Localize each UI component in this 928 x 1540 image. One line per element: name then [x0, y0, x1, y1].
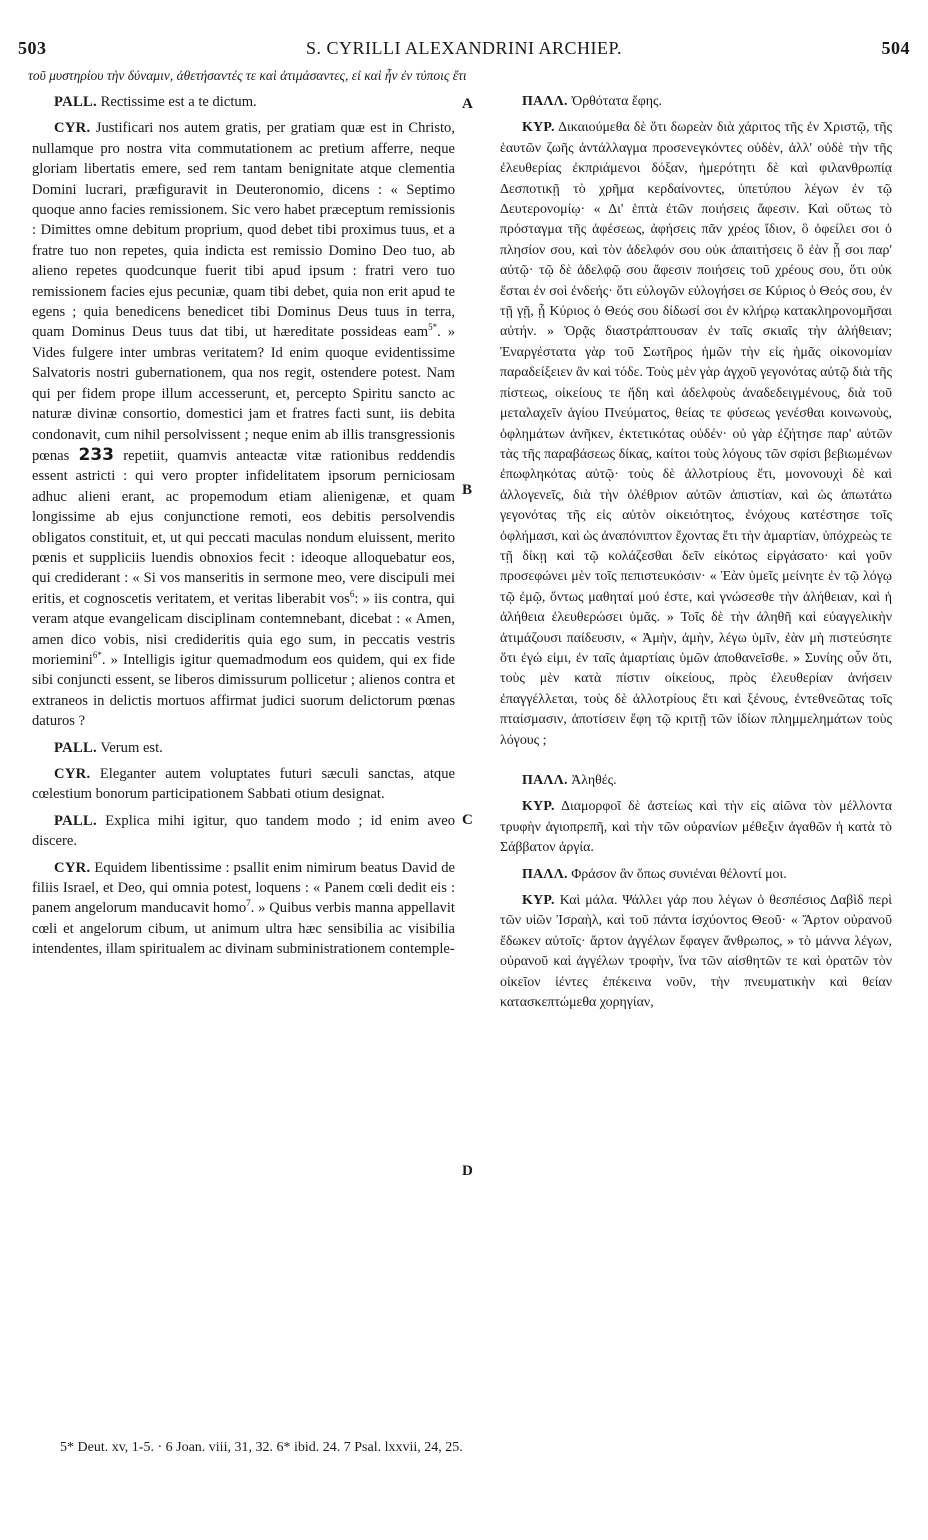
speaker-label: ΠΑΛΛ.	[522, 866, 568, 882]
speaker-label: ΚΥΡ.	[522, 799, 555, 815]
greek-paragraph	[500, 771, 892, 791]
latin-column	[32, 92, 455, 966]
paragraph-text: Διαμορφοῖ δὲ ἀστείως καὶ τὴν εἰς αἰῶνα τὸν μέλλοντα τρυφὴν ἁγιοπρεπῆ, καὶ τὴν τῶν οὐρανίων μέθεξιν ἀγαθῶν ἡ κατὰ τὸ Σάββατον ἀργία.	[500, 799, 892, 856]
greek-column	[500, 92, 892, 1019]
speaker-label: PALL.	[54, 94, 97, 110]
running-title: S. CYRILLI ALEXANDRINI ARCHIEP.	[305, 38, 622, 58]
carryover-line: τοῦ μυστηρίου τὴν δύναμιν, ἀθετήσαντές τε καὶ ἀτιμάσαντες, εἰ καὶ ἦν ἐν τύποις ἔτι	[28, 68, 467, 83]
paragraph-text: Φράσον ἂν ὅπως συνιέναι θέλοντί μοι.	[571, 866, 787, 882]
paragraph-text: Equidem libentissime : psallit enim nimirum beatus David de filiis Israel, et Deo, qui omnia potest, loquens : « Panem cœli dedit eis : panem angelorum manducavit homo	[32, 859, 455, 917]
speaker-label: CYR.	[54, 120, 91, 137]
paragraph-text: Ἀληθές.	[571, 773, 617, 788]
speaker-label: ΚΥΡ.	[522, 893, 555, 909]
paragraph-text: Explica mihi igitur, quo tandem modo ; id enim aveo discere.	[32, 812, 455, 850]
page-reference: 233	[78, 444, 115, 465]
greek-paragraph	[500, 797, 892, 858]
latin-paragraph	[32, 858, 455, 960]
margin-mark-d: D	[462, 1163, 473, 1179]
paragraph-text: Rectissime est a te dictum.	[100, 94, 257, 110]
page-header	[18, 38, 910, 64]
page-number-right: 504	[881, 38, 910, 58]
greek-paragraph	[500, 118, 892, 751]
latin-paragraph	[32, 92, 455, 112]
speaker-label: CYR.	[54, 859, 91, 876]
footnote-ref: 6*	[92, 650, 102, 661]
margin-mark-a: A	[462, 96, 473, 112]
latin-paragraph	[32, 764, 455, 805]
speaker-label: PALL.	[54, 739, 97, 756]
speaker-label: ΠΑΛΛ.	[522, 773, 568, 788]
footnote-ref: 7	[246, 898, 251, 909]
margin-mark-b: B	[462, 482, 473, 498]
footnotes: 5* Deut. xv, 1-5. · 6 Joan. viii, 31, 32. 6* ibid. 24. 7 Psal. lxxvii, 24, 25.	[60, 1440, 463, 1455]
greek-paragraph	[500, 891, 892, 1013]
speaker-label: CYR.	[54, 766, 91, 782]
paragraph-text: . » Intelligis igitur quemadmodum eos quidem, qui ex fide sibi conjuncti essent, se liberos dimissurum pollicetur ; alienos contra et extraneos in delictis mortuos affirmat judici suorum delictorum pœnas daturos ?	[32, 651, 455, 730]
footnote-ref: 5*	[428, 322, 438, 333]
paragraph-text: Δικαιούμεθα δὲ ὅτι δωρεὰν διὰ χάριτος τῆς ἐν Χριστῷ, τῆς ἑαυτῶν ζωῆς ἀντάλλαγμα προσενεγκόντες οὐδὲν, ἀλλ' οὐδὲ τὴν τῆς ἐλευθερίας ἐκπριάμενοι δόξαν, ἡμερότητι δὲ καὶ φιλανθρωπίᾳ Δεσποτικῇ τὸ χρῆμα κερδαίνοντες, ὑπετύπου λέγων ἐν τῷ Δευτερονομίῳ· « Δι' ἑπτὰ ἐτῶν ποιήσεις ἄφεσιν. Καὶ οὕτως τὸ πρόσταγμα τῆς ἀφέσεως, ἀφήσεις πᾶν χρέος ἴδιον, ὃ ὀφείλει σοι ὁ πλησίον σου, καὶ τὸν ἀδελφόν σου οὐκ ἀπαιτήσεις ὃ ἐὰν ᾖ σοι παρ' αὐτῷ· τῷ δὲ ἀδελφῷ σου ἄφεσιν ποιήσεις τοῦ χρέους σου, ὅτι οὐκ ἔσται ἐν σοὶ ἐνδεής· ὅτι εὐλογῶν εὐλογήσει σε Κύριος ὁ Θεός σου, ἐν τῇ γῇ, ᾗ Κύριος ὁ Θεός σου δίδωσί σοι ἐν κλήρῳ κατακληρονομῆσαι αὐτήν. » Ὁρᾷς διαστράπτουσαν ἐν ταῖς σκιαῖς τὴν ἀλήθειαν; Ἐναργέστατα γὰρ τοῦ Σωτῆρος ἡμῶν τὴν εἰς ἡμᾶς οἰκονομίαν παραδείξειεν ἂν καὶ τόδε. Τοὺς μὲν γὰρ ἀγχοῦ γεγονότας αὐτῷ διὰ τῆς πίστεως, οἰκείους τε ἤδη καὶ ἀδελφοὺς ἀναδεδειγμένους, διὰ τοῦ μεταλαχεῖν ἁγίου Πνεύματος, θείας τε φύσεως γενέσθαι κοινωνοὺς, ὀφλημάτων ἀνῆκεν, ἐκτετικότας οὐδέν· οὐ γὰρ ἐζήτησε παρ' αὐτῶν τὰς τῆς παραβάσεως δίκας, καίτοι τοὺς λόγους τῶν σφίσι βεβιωμένων ἐπωφληκότας αὐτῷ· τοὺς δὲ ἀλλοτρίους ἔτι, μονονουχὶ δὲ καὶ ἀλλογενεῖς, διὰ τὴν ὀλέθριον αὐτῶν ἀπιστίαν, καὶ ὡς ἀπωτάτω γεγονότας τῆς εἰς αὐτὸν οἰκειότητος, ἐνόχους κατέστησε τοῖς ὀφλήμασι, καὶ ὡς ἀναπόνιπτον ἔχοντας ἔτι τὴν ἁμαρτίαν, ὑπόχρεὼς τε τῇ δίκῃ καὶ τῷ κολάζεσθαι δεῖν εἰκότως εἰργάσατο· καὶ γοῦν προσεφώνει μὲν τοῖς πεπιστευκόσιν· « Ἐὰν ὑμεῖς μείνητε ἐν τῷ λόγῳ τῷ ἐμῷ, ὄντως μαθηταί μού ἐστε, καὶ γνώσεσθε τὴν ἀλήθειαν, καὶ ἡ ἀλήθεια ἐλευθερώσει ὑμᾶς. » Τοῖς δὲ τὴν ἀληθῆ καὶ εὐαγγελικὴν ἀτιμάζουσι παίδευσιν, « Ἀμὴν, ἀμὴν, λέγω ὑμῖν, ἐὰν μὴ πιστεύσητε ὅτι ἐγώ εἰμι, ἐν ταῖς ἁμαρτίαις ὑμῶν ἀποθανεῖσθε. » Συνίης οὖν ὅτι, τοὺς μὲν κατὰ πίστιν οἰκείους, πρὸς ἐλευθερίαν ἀνήσειν ἐπαγγέλλεται, τοὺς δὲ ἀλλοτρίους ἔτι καὶ ξένους, ἐντεθνεῶτας τοῖς πταίσμασιν, ἀποτίσειν ἔφη τῷ κριτῇ τῶν ἰδίων πλημμελημάτων τοὺς λόγους ;	[500, 120, 892, 748]
margin-mark-c: C	[462, 812, 473, 828]
footnote-ref: 6	[349, 588, 355, 599]
greek-paragraph	[500, 865, 892, 885]
speaker-label: PALL.	[54, 812, 97, 829]
speaker-label: ΠΑΛΛ.	[522, 94, 568, 109]
page-number-left: 503	[18, 38, 47, 58]
latin-paragraph	[32, 738, 455, 758]
speaker-label: ΚΥΡ.	[522, 120, 555, 136]
paragraph-text: Justificari nos autem gratis, per gratiam quæ est in Christo, nullamque pro nostra vita commutationem ac pretium afferre, neque gloriam libertatis emere, sed rem tantam benignitate atque clementia Domini lucrari, præfiguravit in Deuteronomio, dicens : « Septimo quoque anno facies remissionem. Sic vero habet præceptum remissionis : Dimittes omne debitum proprium, quod debet tibi proximus tuus, et a fratre tuo non repetes, quia indicta est remissio Domino Deo tuo, ab alieno repetes quodcunque fuerit tibi apud ipsum : fratri vero tuo remissionem facies ejus pecuniæ, quam tibi debet, quia non erit apud te egens ; quia benedicens benedicet tibi Dominus Deus tuus in terra, quam Dominus Deus tuus dat tibi, ut hæreditate possideas eam	[32, 120, 455, 341]
paragraph-text: Ὀρθότατα ἔφης.	[571, 94, 663, 109]
paragraph-text: Verum est.	[100, 739, 163, 756]
paragraph-text: Eleganter autem voluptates futuri sæculi sanctas, atque cœlestium bonorum participationem Sabbati otium designat.	[32, 766, 456, 803]
paragraph-text: . » Vides fulgere inter umbras veritatem? Id enim quoque evidentissime Salvatoris nostri gubernationem, qua nos regit, ostendere potest. Nam qui per fidem prope illum accesserunt, et, percepto Spiritu sancto ac naturæ divinæ consortio, domestici jam et fratres facti sunt, iis debita condonavit, cum nihil persolvissent ; neque enim ab illis transgressionis pœnas	[32, 324, 456, 464]
greek-paragraph	[500, 92, 892, 112]
paragraph-text: Καὶ μάλα. Ψάλλει γάρ που λέγων ὁ θεσπέσιος Δαβὶδ περὶ τῶν υἱῶν Ἰσραὴλ, καὶ τοῦ πάντα ἰσχύοντος Θεοῦ· « Ἄρτον οὐρανοῦ ἔδωκεν αὐτοῖς· ἄρτον ἀγγέλων ἔφαγεν ἄνθρωπος, » τὸ μάννα λέγων, οὐρανοῦ καὶ ἀγγέλων τροφὴν, ἵνα τῶν αἰσθητῶν τε καὶ ὁρατῶν τὸν οἰκεῖον ἱέντες ἐπέκεινα νοῦν, τὴν πνευματικὴν καὶ θείαν κατασκεπτώμεθα χορηγίαν,	[500, 893, 892, 1011]
paragraph-text: : » iis contra, qui veram atque evangelicam disciplinam contemnebant, dicebat : « Amen, amen dico vobis, nisi credideritis quia ego sum, in peccatis vestris moriemini	[32, 590, 455, 668]
latin-paragraph	[32, 811, 455, 852]
paragraph-text: . » Quibus verbis manna appellavit cœli et angelorum cibum, ut animum ultra hæc sensibilia ac visibilia intendentes, illam spiritualem ac divinam subministrationem contemple-	[32, 900, 455, 958]
latin-paragraph	[32, 118, 455, 731]
paragraph-text: repetiit, quamvis anteactæ vitæ rationibus reddendis essent astricti : qui vero propter infidelitatem ipsorum perniciosam adhuc alieni erant, ac propemodum etiam alienigenæ, et quam longissime ab ejus conjunctione remoti, eos debitis persolvendis obligatos constituit, et, ut qui peccati maculas nondum eluissent, merito pœnis et suppliciis luendis obnoxios fecit : ideoque alloquebatur eos, qui crediderant : « Si vos manseritis in sermone meo, vere discipuli mei eritis, et cognoscetis veritatem, et veritas liberabit vos	[32, 447, 456, 607]
